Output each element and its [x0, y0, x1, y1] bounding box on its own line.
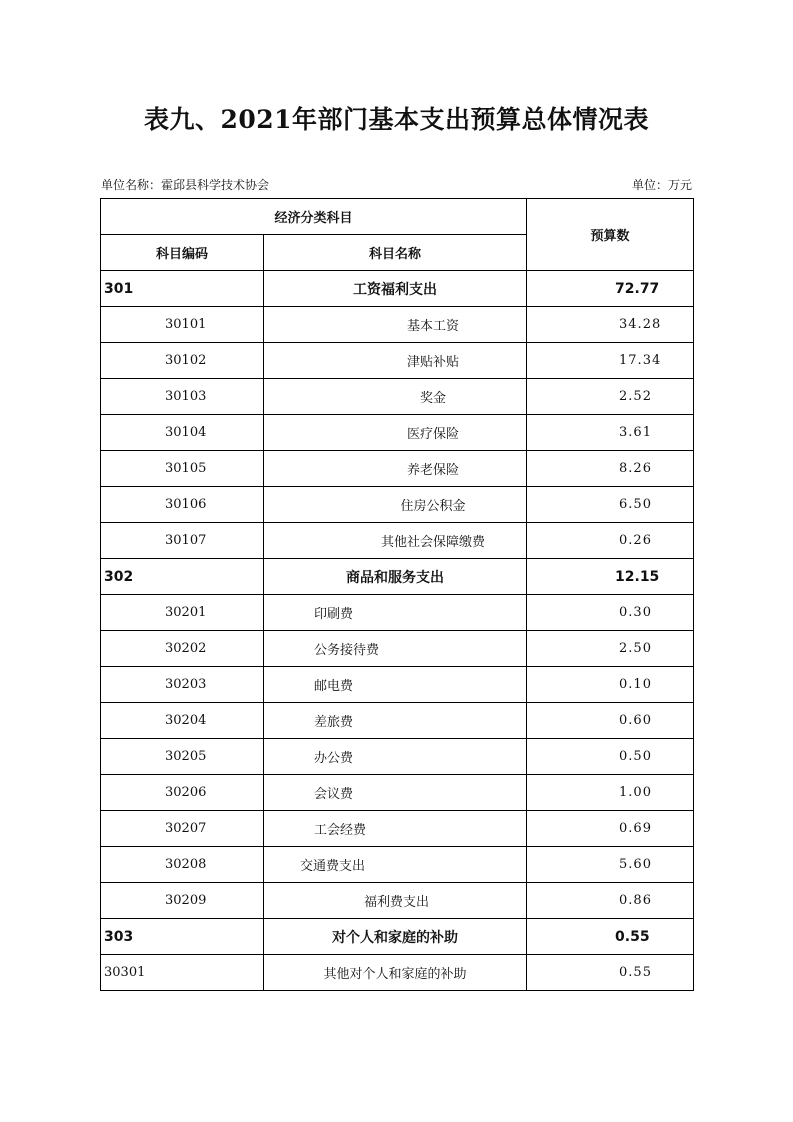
item-amount: 0.10	[527, 667, 694, 703]
item-amount: 0.60	[527, 703, 694, 739]
item-code: 30301	[101, 955, 264, 991]
item-code: 30208	[101, 847, 264, 883]
item-amount: 0.30	[527, 595, 694, 631]
item-code: 30209	[101, 883, 264, 919]
item-name: 其他对个人和家庭的补助	[264, 955, 527, 991]
table-row	[101, 595, 694, 631]
item-code: 30206	[101, 775, 264, 811]
item-name: 差旅费	[264, 703, 527, 739]
item-code: 30106	[101, 487, 264, 523]
item-name: 医疗保险	[264, 415, 527, 451]
table-row	[101, 379, 694, 415]
item-name: 印刷费	[264, 595, 527, 631]
item-name: 福利费支出	[264, 883, 527, 919]
item-name: 公务接待费	[264, 631, 527, 667]
table-body	[101, 271, 694, 991]
item-name: 交通费支出	[264, 847, 527, 883]
item-code: 30203	[101, 667, 264, 703]
group-row	[101, 559, 694, 595]
item-code: 30207	[101, 811, 264, 847]
table-row	[101, 847, 694, 883]
table-row	[101, 883, 694, 919]
item-name: 工会经费	[264, 811, 527, 847]
item-name: 其他社会保障缴费	[264, 523, 527, 559]
item-code: 30102	[101, 343, 264, 379]
table-row	[101, 811, 694, 847]
item-code: 30202	[101, 631, 264, 667]
item-name: 基本工资	[264, 307, 527, 343]
item-code: 30204	[101, 703, 264, 739]
table-row	[101, 343, 694, 379]
table-row	[101, 451, 694, 487]
header-code: 科目编码	[101, 235, 264, 271]
item-amount: 0.69	[527, 811, 694, 847]
group-name: 对个人和家庭的补助	[264, 919, 527, 955]
header-econ-class: 经济分类科目	[101, 199, 527, 235]
item-amount: 0.50	[527, 739, 694, 775]
table-row	[101, 739, 694, 775]
group-amount: 12.15	[527, 559, 694, 595]
item-code: 30104	[101, 415, 264, 451]
group-row	[101, 919, 694, 955]
table-row	[101, 955, 694, 991]
budget-table	[100, 198, 694, 991]
item-amount: 0.26	[527, 523, 694, 559]
item-amount: 0.55	[527, 955, 694, 991]
unit-name-label: 单位名称：霍邱县科学技术协会	[101, 178, 270, 192]
item-amount: 17.34	[527, 343, 694, 379]
table-row	[101, 487, 694, 523]
item-name: 奖金	[264, 379, 527, 415]
item-name: 办公费	[264, 739, 527, 775]
table-row	[101, 307, 694, 343]
item-code: 30101	[101, 307, 264, 343]
item-code: 30205	[101, 739, 264, 775]
table-row	[101, 667, 694, 703]
item-amount: 6.50	[527, 487, 694, 523]
item-name: 邮电费	[264, 667, 527, 703]
item-name: 会议费	[264, 775, 527, 811]
group-amount: 72.77	[527, 271, 694, 307]
group-amount: 0.55	[527, 919, 694, 955]
unit-label: 单位：万元	[631, 178, 692, 192]
item-amount: 5.60	[527, 847, 694, 883]
page-title: 表九、2021年部门基本支出预算总体情况表	[143, 105, 650, 134]
header-budget: 预算数	[527, 199, 694, 271]
item-code: 30107	[101, 523, 264, 559]
item-code: 30103	[101, 379, 264, 415]
group-code: 301	[101, 271, 264, 307]
table-row	[101, 775, 694, 811]
item-amount: 8.26	[527, 451, 694, 487]
item-amount: 34.28	[527, 307, 694, 343]
table-row	[101, 631, 694, 667]
table-row	[101, 415, 694, 451]
item-amount: 3.61	[527, 415, 694, 451]
item-name: 住房公积金	[264, 487, 527, 523]
table-row	[101, 703, 694, 739]
group-code: 302	[101, 559, 264, 595]
item-amount: 2.52	[527, 379, 694, 415]
header-name: 科目名称	[264, 235, 527, 271]
item-amount: 2.50	[527, 631, 694, 667]
item-amount: 1.00	[527, 775, 694, 811]
item-amount: 0.86	[527, 883, 694, 919]
item-code: 30105	[101, 451, 264, 487]
group-code: 303	[101, 919, 264, 955]
item-name: 津贴补贴	[264, 343, 527, 379]
item-name: 养老保险	[264, 451, 527, 487]
table-row	[101, 523, 694, 559]
group-name: 工资福利支出	[264, 271, 527, 307]
group-row	[101, 271, 694, 307]
group-name: 商品和服务支出	[264, 559, 527, 595]
item-code: 30201	[101, 595, 264, 631]
